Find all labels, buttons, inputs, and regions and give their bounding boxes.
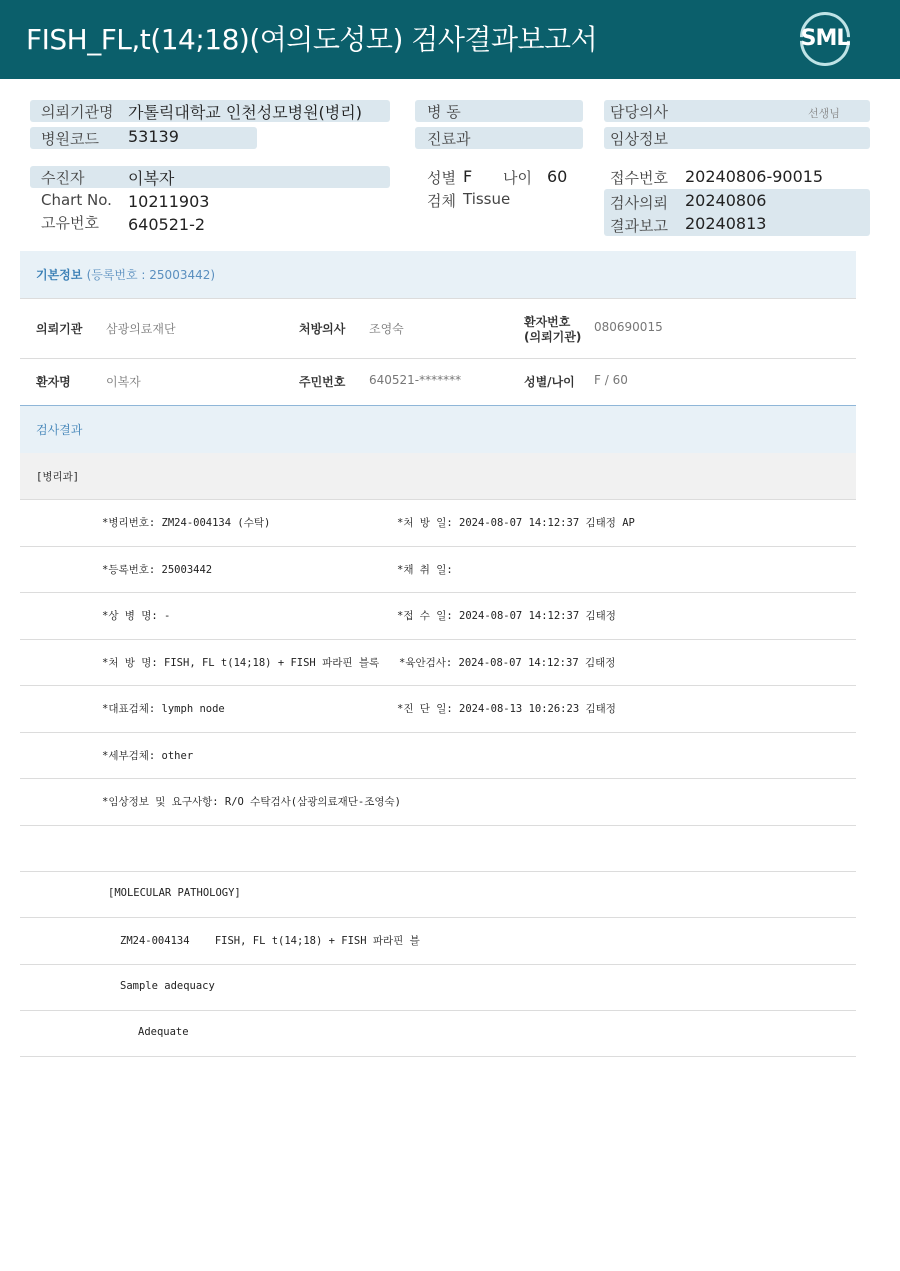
patient-no-value: 080690015 [594, 320, 663, 334]
divider [20, 917, 856, 918]
divider [20, 825, 856, 826]
patient-name-label: 환자명 [36, 375, 71, 389]
divider [20, 546, 856, 547]
rrn-value: 640521-******* [369, 373, 462, 387]
ward-label: 병 동 [427, 103, 461, 121]
divider [20, 1010, 856, 1011]
hospital-code-value: 53139 [128, 127, 179, 146]
patient-value: 이복자 [128, 169, 175, 188]
age-label: 나이 [503, 169, 532, 187]
reg-no-line: *등록번호: 25003442 [102, 564, 213, 576]
sex-age-value: F / 60 [594, 373, 628, 387]
institution-label: 의뢰기관명 [41, 103, 114, 121]
unique-label: 고유번호 [41, 214, 99, 232]
hospital-code-label: 병원코드 [41, 130, 99, 148]
diagnosis-name-line: *상 병 명: - [102, 610, 171, 622]
order-name-line: *처 방 명: FISH, FL t(14;18) + FISH 파라핀 블록 [102, 657, 380, 669]
institution-value: 가톨릭대학교 인천성모병원(병리) [128, 103, 362, 122]
divider [20, 358, 856, 359]
divider [20, 871, 856, 872]
rep-specimen-line: *대표검체: lymph node [102, 703, 225, 715]
divider [20, 685, 856, 686]
divider [20, 1056, 856, 1057]
clinical-info-label: 임상정보 [610, 130, 668, 148]
divider [20, 732, 856, 733]
collect-date-line: *채 취 일: [397, 564, 453, 576]
doctor-label: 담당의사 [610, 103, 668, 121]
report-label: 결과보고 [610, 217, 668, 235]
sex-age-label: 성별/나이 [524, 375, 575, 389]
sex-label: 성별 [427, 169, 456, 187]
age-value: 60 [547, 167, 568, 186]
case-line: ZM24-004134 FISH, FL t(14;18) + FISH 파라핀 블 [120, 935, 420, 947]
diagnosis-date-line: *진 단 일: 2024-08-13 10:26:23 김태정 [397, 703, 616, 715]
divider [20, 592, 856, 593]
sample-adequacy-line: Sample adequacy [120, 980, 215, 992]
rrn-label: 주민번호 [299, 375, 346, 389]
report-value: 20240813 [685, 214, 767, 233]
dept-label: [병리과] [36, 471, 80, 483]
chart-value: 10211903 [128, 192, 210, 211]
patient-no-label-1: 환자번호 [524, 315, 571, 329]
unique-value: 640521-2 [128, 215, 206, 234]
sml-logo [796, 12, 854, 66]
divider [20, 499, 856, 500]
prescriber-label: 처방의사 [299, 322, 346, 336]
report-header [0, 0, 900, 79]
department-label: 진료과 [427, 130, 471, 148]
ref-inst-label: 의뢰기관 [36, 322, 83, 336]
mol-path-line: [MOLECULAR PATHOLOGY] [108, 887, 241, 899]
request-label: 검사의뢰 [610, 194, 668, 212]
results-title: 검사결과 [36, 423, 83, 437]
patient-label: 수진자 [41, 169, 85, 187]
divider [20, 298, 856, 299]
receipt-value: 20240806-90015 [685, 167, 824, 186]
ref-inst-value: 삼광의료재단 [106, 322, 176, 336]
report-title: FISH_FL,t(14;18)(여의도성모) 검사결과보고서 [26, 23, 598, 56]
divider [20, 639, 856, 640]
detail-specimen-line: *세부검체: other [102, 750, 194, 762]
gross-exam-line: *육안검사: 2024-08-07 14:12:37 김태정 [399, 657, 616, 669]
basic-info-title-text: 기본정보 [36, 268, 83, 282]
sex-value: F [463, 167, 473, 186]
specimen-label: 검체 [427, 192, 456, 210]
basic-info-header [20, 251, 856, 298]
results-header [20, 406, 856, 453]
divider [20, 964, 856, 965]
divider [20, 778, 856, 779]
request-value: 20240806 [685, 191, 767, 210]
basic-info-subtitle: (등록번호 : 25003442) [86, 268, 216, 282]
logo-text: SML [800, 26, 850, 51]
receipt-date-line: *접 수 일: 2024-08-07 14:12:37 김태정 [397, 610, 616, 622]
prescriber-value: 조영숙 [369, 322, 404, 336]
basic-info-title [36, 266, 215, 283]
receipt-label: 접수번호 [610, 169, 668, 187]
path-no-line: *병리번호: ZM24-004134 (수탁) [102, 517, 271, 529]
doctor-suffix: 선생님 [808, 107, 840, 120]
specimen-value: Tissue [463, 190, 511, 208]
patient-no-label-2: (의뢰기관) [524, 330, 582, 344]
prescribed-date-line: *처 방 일: 2024-08-07 14:12:37 김태정 AP [397, 517, 635, 529]
dept-band [20, 453, 856, 499]
adequate-line: Adequate [138, 1026, 189, 1038]
patient-name-value: 이복자 [106, 375, 141, 389]
clinical-req-line: *임상정보 및 요구사항: R/O 수탁검사(삼광의료재단-조영숙) [102, 796, 402, 808]
chart-label: Chart No. [41, 191, 112, 209]
